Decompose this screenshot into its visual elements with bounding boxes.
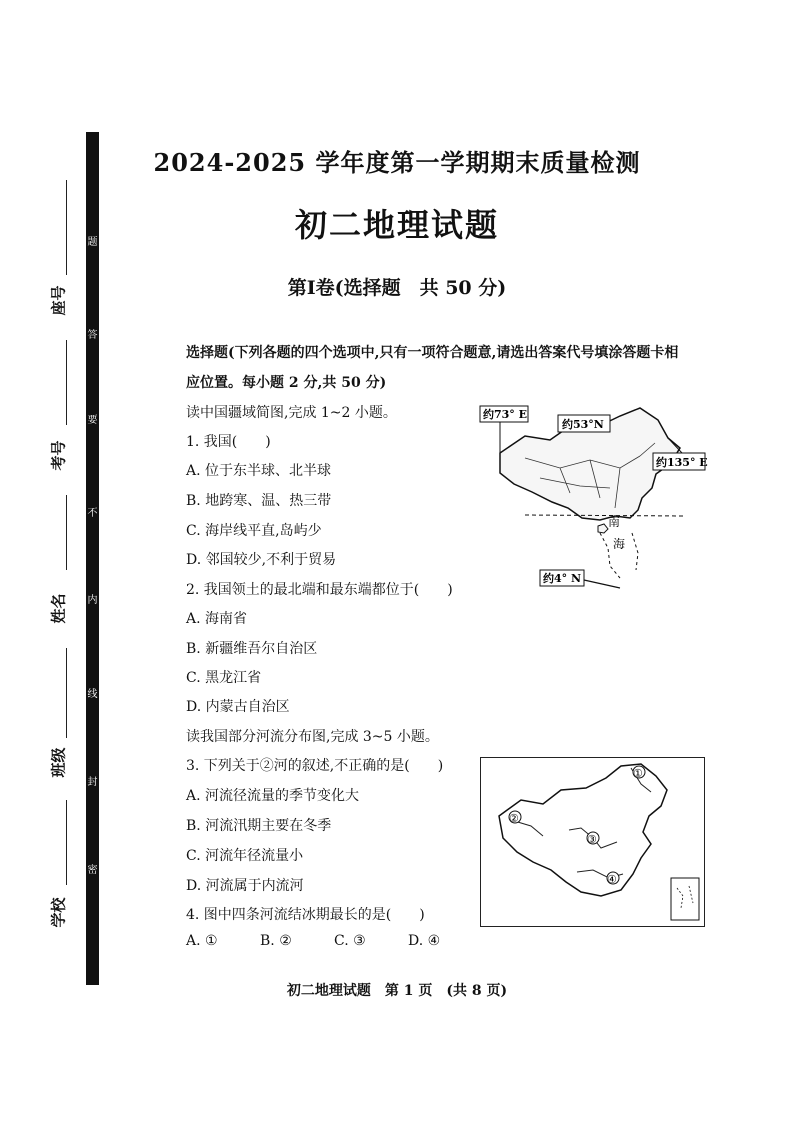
q2-option-c: C. 黑龙江省 xyxy=(186,670,262,686)
q4-option-c: C. ③ xyxy=(334,933,366,949)
q3-option-b: B. 河流汛期主要在冬季 xyxy=(186,818,332,834)
q4-option-d: D. ④ xyxy=(408,933,441,949)
instructions-line1: 选择题(下列各题的四个选项中,只有一项符合题意,请选出答案代号填涂答题卡相 xyxy=(186,345,679,361)
label-east: 约135° E xyxy=(656,456,708,469)
q3-option-d: D. 河流属于内流河 xyxy=(186,878,304,894)
field-school: 学校 xyxy=(49,897,68,928)
bar-char: 答 xyxy=(87,330,98,341)
group1-intro: 读中国疆域简图,完成 1~2 小题。 xyxy=(186,405,397,421)
label-north: 约53°N xyxy=(562,418,604,431)
river-label-1: ① xyxy=(633,767,643,780)
field-exam-number: 考号 xyxy=(49,440,68,471)
bar-char: 封 xyxy=(87,777,98,788)
field-line xyxy=(66,340,67,425)
question-2: 2. 我国领土的最北端和最东端都位于( ) xyxy=(186,582,453,598)
q1-option-a: A. 位于东半球、北半球 xyxy=(186,463,332,479)
field-line xyxy=(66,495,67,570)
q3-option-a: A. 河流径流量的季节变化大 xyxy=(186,788,360,804)
label-south: 约4° N xyxy=(543,572,582,585)
bar-char: 题 xyxy=(87,237,98,248)
q2-option-a: A. 海南省 xyxy=(186,611,248,627)
field-line xyxy=(66,648,67,738)
field-seat-number: 座号 xyxy=(49,285,68,316)
q2-option-d: D. 内蒙古自治区 xyxy=(186,699,290,715)
field-name: 姓名 xyxy=(49,593,68,624)
bar-char: 密 xyxy=(87,865,98,876)
south-sea-char2: 海 xyxy=(613,537,626,551)
page-footer: 初二地理试题 第 1 页 (共 8 页) xyxy=(286,983,508,999)
instructions-line2: 应位置。每小题 2 分,共 50 分) xyxy=(186,375,387,391)
question-3: 3. 下列关于②河的叙述,不正确的是( ) xyxy=(186,758,444,774)
river-label-4: ④ xyxy=(607,873,617,886)
q2-option-b: B. 新疆维吾尔自治区 xyxy=(186,641,318,657)
subject-title: 初二地理试题 xyxy=(294,206,499,244)
q4-option-b: B. ② xyxy=(260,933,292,949)
river-label-3: ③ xyxy=(587,833,597,846)
field-class: 班级 xyxy=(49,747,68,778)
bar-char: 内 xyxy=(87,595,98,606)
binding-bar xyxy=(86,132,99,985)
group2-intro: 读我国部分河流分布图,完成 3~5 小题。 xyxy=(186,729,439,745)
exam-title: 2024-2025 学年度第一学期期末质量检测 xyxy=(153,148,641,177)
q1-option-c: C. 海岸线平直,岛屿少 xyxy=(186,523,322,539)
q1-option-d: D. 邻国较少,不利于贸易 xyxy=(186,552,337,568)
bar-char: 要 xyxy=(87,415,98,426)
south-sea-inset xyxy=(671,878,699,920)
field-line xyxy=(66,800,67,885)
river-distribution-map xyxy=(480,757,705,927)
river-label-2: ② xyxy=(509,812,519,825)
south-sea-char1: 南 xyxy=(608,515,621,529)
section-title: 第Ⅰ卷(选择题 共 50 分) xyxy=(287,277,507,299)
hainan-island xyxy=(598,524,608,533)
question-4: 4. 图中四条河流结冰期最长的是( ) xyxy=(186,907,425,923)
q4-option-a: A. ① xyxy=(186,933,218,949)
question-1: 1. 我国( ) xyxy=(186,434,271,450)
q1-option-b: B. 地跨寒、温、热三带 xyxy=(186,493,332,509)
china-territory-map xyxy=(470,398,715,598)
q3-option-c: C. 河流年径流量小 xyxy=(186,848,304,864)
tropic-line xyxy=(525,515,685,516)
bar-char: 不 xyxy=(87,508,98,519)
label-west: 约73° E xyxy=(483,408,528,421)
bar-char: 线 xyxy=(87,689,98,700)
